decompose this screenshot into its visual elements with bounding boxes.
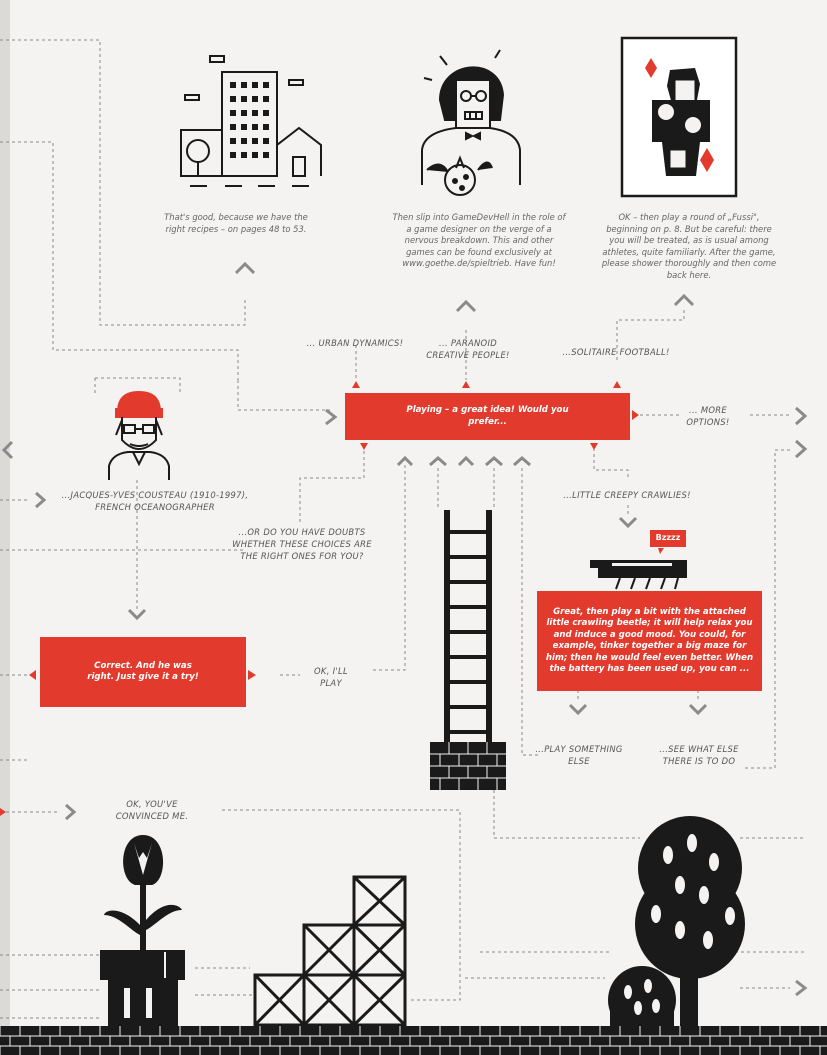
chevron-up-icon: [457, 302, 475, 311]
speech-bubble-bzzz: Bzzzz: [650, 530, 686, 547]
page-gutter: [0, 0, 10, 1055]
chevron-down-icon: [620, 518, 636, 526]
crates-illustration: [255, 877, 405, 1025]
box-beetle[interactable]: Great, then play a bit with the attached little crawling beetle; it will help relax you and induce a good mood. You could, for example, tinker together a big maze for him; then he would feel even better. When the battery has been used up, you can ...: [537, 591, 762, 691]
option-urban-dynamics[interactable]: ... URBAN DYNAMICS!: [306, 338, 404, 348]
beetle-illustration: [590, 548, 687, 589]
chevron-up-icon: [459, 458, 473, 465]
option-doubts[interactable]: ...OR DO YOU HAVE DOUBTS WHETHER THESE CHOICES ARE THE RIGHT ONES FOR YOU?: [232, 527, 372, 561]
caption-gamedev: Then slip into GameDevHell in the role of a game designer on the verge of a nervous breakdown. This and other games can be found exclusively at www.goethe.de/spieltrieb. Have fun!: [392, 212, 566, 268]
chevron-right-icon: [796, 441, 805, 457]
tree-illustration: [608, 816, 745, 1034]
chevron-up-icon: [430, 458, 446, 465]
chevron-up-icon: [514, 458, 530, 465]
chevron-up-icon: [236, 264, 254, 273]
option-convinced[interactable]: OK, YOU'VE CONVINCED ME.: [115, 799, 189, 821]
option-more-options[interactable]: ... MORE OPTIONS!: [686, 405, 730, 427]
chevron-right-icon: [796, 408, 805, 424]
chevron-down-icon: [690, 705, 706, 713]
cousteau-portrait: [109, 392, 169, 480]
option-solitaire-football[interactable]: ...SOLITAIRE FOOTBALL!: [562, 347, 670, 357]
chevron-right-icon: [796, 981, 805, 995]
ladder-illustration: [430, 510, 506, 790]
playing-card-illustration: [622, 38, 736, 196]
chevron-up-icon: [486, 458, 502, 465]
chevron-right-icon: [36, 493, 44, 507]
chevron-up-icon: [398, 458, 412, 465]
caption-fussi: OK – then play a round of „Fussi", beginning on p. 8. But be careful: there you will be treated, as is usual among athletes, quite familiarly. After the game, please shower thoroughly and then come back here.: [601, 212, 777, 280]
option-paranoid-creative[interactable]: ... PARANOID CREATIVE PEOPLE!: [426, 338, 510, 360]
option-cousteau[interactable]: ...JACQUES-YVES COUSTEAU (1910-1997), FRENCH OCEANOGRAPHER: [61, 490, 249, 512]
chevron-down-icon: [570, 705, 586, 713]
option-creepy-crawlies[interactable]: ...LITTLE CREEPY CRAWLIES!: [563, 490, 691, 500]
piranha-plant-illustration: [100, 835, 185, 1026]
chevron-up-icon: [675, 296, 693, 305]
option-play-something-else[interactable]: ...PLAY SOMETHING ELSE: [535, 744, 623, 766]
option-see-what-else[interactable]: ...SEE WHAT ELSE THERE IS TO DO: [659, 744, 739, 766]
brick-ground: [0, 1026, 827, 1055]
city-illustration: [181, 56, 321, 186]
box-playing[interactable]: Playing – a great idea! Would you prefer...: [345, 393, 630, 440]
box-correct[interactable]: Correct. And he was right. Just give it a try!: [40, 637, 246, 707]
chevron-down-icon: [129, 610, 145, 618]
caption-urban: That's good, because we have the right recipes – on pages 48 to 53.: [164, 212, 308, 234]
game-designer-illustration: [422, 50, 520, 195]
chevron-right-icon: [66, 805, 74, 819]
option-ill-play[interactable]: OK, I'LL PLAY: [314, 666, 348, 688]
chevron-right-icon: [326, 410, 335, 424]
